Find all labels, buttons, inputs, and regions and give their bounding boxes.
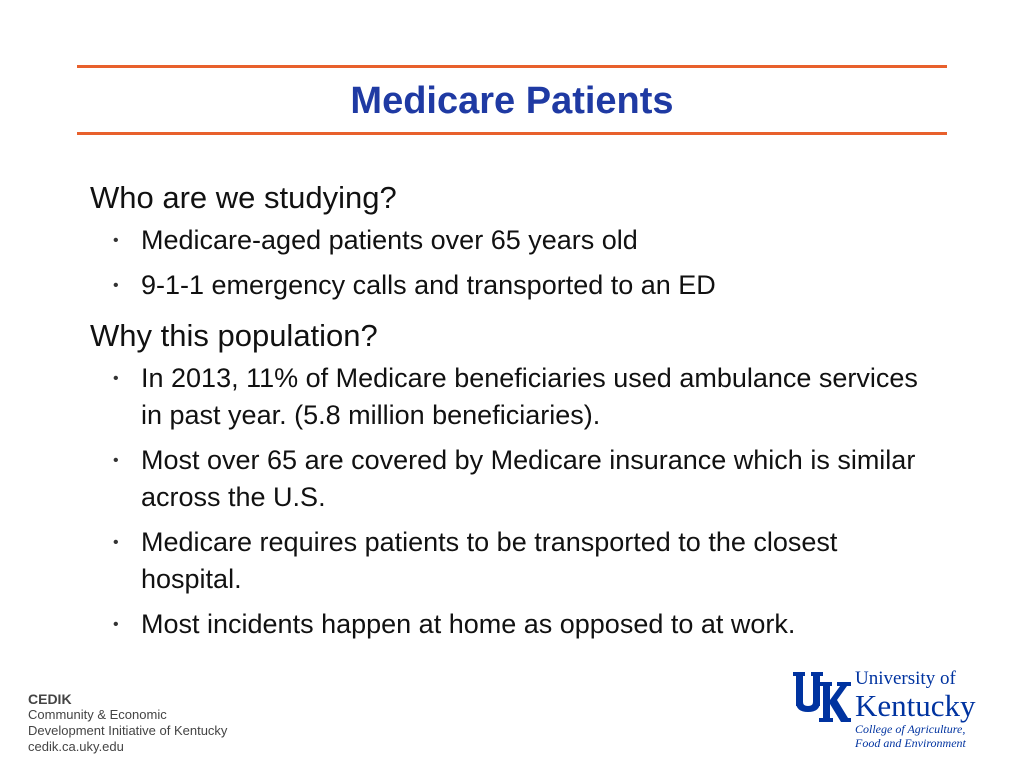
bullet-text: 9-1-1 emergency calls and transported to an ED	[141, 270, 716, 300]
cedik-line1: Community & Economic	[28, 707, 167, 722]
title-top-rule	[77, 65, 947, 68]
uk-logo	[793, 668, 1013, 758]
bullet-dot-icon: •	[113, 277, 119, 294]
bullet-dot-icon: •	[113, 452, 119, 469]
cedik-line2: Development Initiative of Kentucky	[28, 723, 228, 738]
bullet-dot-icon: •	[113, 534, 119, 551]
bullet-text: Medicare-aged patients over 65 years old	[141, 225, 638, 255]
bullet-text: Medicare requires patients to be transported to the closest hospital.	[141, 527, 838, 594]
uk-line4: Food and Environment	[855, 736, 966, 750]
cedik-name: CEDIK	[28, 691, 72, 707]
uk-line3: College of Agriculture,	[855, 722, 966, 736]
uk-line1: University of	[855, 668, 956, 689]
bullet-item	[90, 606, 940, 643]
bullet-list	[90, 360, 940, 643]
bullet-item	[90, 360, 940, 434]
bullet-list	[90, 222, 940, 304]
bullet-dot-icon: •	[113, 370, 119, 387]
bullet-text: Most over 65 are covered by Medicare insurance which is similar across the U.S.	[141, 445, 916, 512]
bullet-text: Most incidents happen at home as opposed to at work.	[141, 609, 796, 639]
bullet-item	[90, 524, 940, 598]
slide-title: Medicare Patients	[350, 80, 674, 122]
cedik-logo	[28, 691, 227, 755]
section-heading: Who are we studying?	[90, 180, 397, 215]
bullet-item	[90, 442, 940, 516]
bullet-dot-icon: •	[113, 616, 119, 633]
title-bottom-rule	[77, 132, 947, 135]
slide-body	[90, 174, 940, 651]
bullet-item	[90, 267, 940, 304]
uk-line2: Kentucky	[855, 688, 976, 723]
bullet-item	[90, 222, 940, 259]
bullet-dot-icon: •	[113, 232, 119, 249]
section-who	[90, 174, 940, 304]
section-heading: Why this population?	[90, 318, 378, 353]
bullet-text: In 2013, 11% of Medicare beneficiaries used ambulance services in past year. (5.8 million beneficiaries).	[141, 363, 918, 430]
uk-monogram-icon	[793, 672, 851, 722]
uk-wordmark	[855, 668, 976, 750]
section-why	[90, 312, 940, 643]
cedik-url: cedik.ca.uky.edu	[28, 739, 124, 754]
